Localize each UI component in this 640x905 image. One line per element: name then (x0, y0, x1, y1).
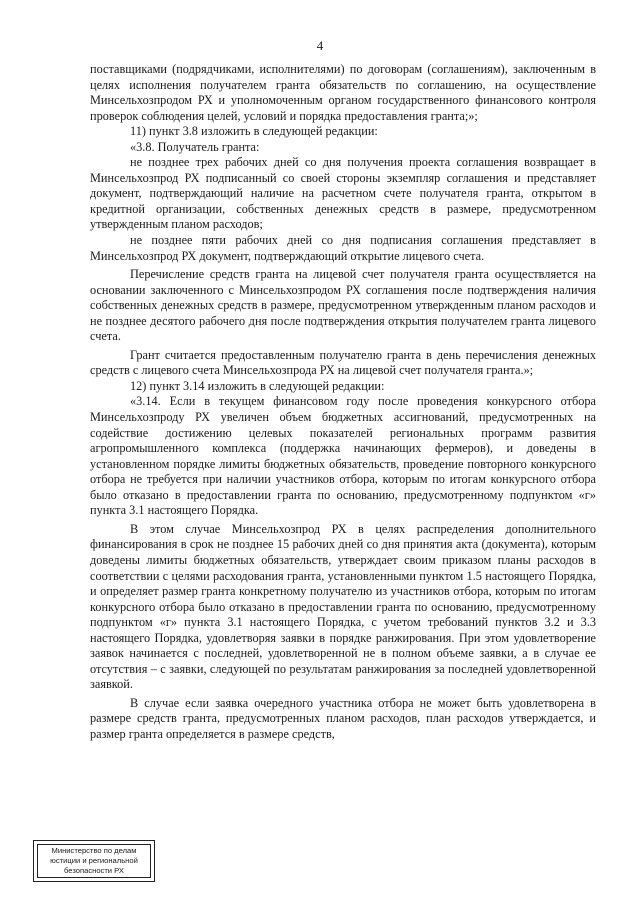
paragraph-text: В случае если заявка очередного участника отбора не может быть удовлетворена в размере средств гранта, предусмотренных планом расходов, план расходов утверждается, и размер гранта определяется в размере средств, (90, 695, 596, 741)
stamp-line: безопасности РХ (64, 866, 124, 875)
stamp-line: Министерство по делам (51, 846, 137, 855)
ministry-stamp (33, 840, 155, 882)
page-number: 4 (316, 38, 324, 53)
paragraph-text: Перечисление средств гранта на лицевой счет получателя гранта осуществляется на основании заключенного с Минсельхозпродом РХ соглашения после подтверждения наличия собственных денежных средств в размере, предусмотренном утвержденным планом расходов и не позднее десятого рабочего дня после подтверждения открытия получателем гранта лицевого счета. (90, 267, 596, 344)
document-body (90, 62, 596, 743)
paragraph-item-12: 12) пункт 3.14 изложить в следующей редакции: (130, 378, 385, 393)
stamp-line: юстиции и региональной (50, 856, 138, 865)
paragraph-text: В этом случае Минсельхозпрод РХ в целях распределения дополнительного финансирования в срок не позднее 15 рабочих дней со дня принятия акта (документа), которым доведены лимиты бюджетных обязательств, утверждает своим приказом планы расходов в соответствии с целями расходования гранта, установленными пунктом 1.5 настоящего Порядка, и определяет размер гранта конкретному получателю из участников отбора, которым по итогам конкурсного отбора было отказано в предоставлении гранта по основанию, предусмотренному подпунктом «г» пункта 3.1 настоящего Порядка, с учетом требований пунктов 3.2 и 3.3 настоящего Порядка, удовлетворяя заявки в порядке ранжирования. При этом удовлетворение заявок начинается с последней, удовлетворенной не в полном объеме заявки, а в случае ее отсутствия – с заявки, следующей по результатам ранжирования за последней удовлетворенной заявкой. (90, 521, 596, 692)
paragraph-clause-3-8: «3.8. Получатель гранта: (130, 139, 260, 154)
paragraph-continuation: поставщиками (подрядчиками, исполнителями) по договорам (соглашениям), заключенным в целях исполнения получателем гранта обязательств по соглашению, на осуществление Минсельхозпродом РХ и уполномоченным органом государственного финансового контроля проверок соблюдения целей, условий и порядка предоставления гранта;»; (90, 62, 596, 123)
paragraph-clause-3-14: «3.14. Если в текущем финансовом году после проведения конкурсного отбора Минсельхозпроду РХ увеличен объем бюджетных ассигнований, предусмотренных на содействие достижению целевых показателей региональных программ развития агропромышленного комплекса (поддержка начинающих фермеров), и доведены в установленном порядке лимиты бюджетных обязательств, проведение повторного конкурсного отбора не требуется при наличии участников отбора, которым по итогам конкурсного отбора было отказано в предоставлении гранта по основанию, предусмотренному подпунктом «г» пункта 3.1 настоящего Порядка. (90, 394, 596, 518)
paragraph-text: Грант считается предоставленным получателю гранта в день перечисления денежных средств с лицевого счета Минсельхозпрода РХ на лицевой счет получателя гранта.»; (90, 347, 596, 378)
paragraph-item-11: 11) пункт 3.8 изложить в следующей редакции: (130, 124, 378, 139)
paragraph-text: не позднее пяти рабочих дней со дня подписания соглашения представляет в Минсельхозпрод РХ документ, подтверждающий открытие лицевого счета. (90, 233, 596, 263)
paragraph-text: не позднее трех рабочих дней со дня получения проекта соглашения возвращает в Минсельхозпрод РХ подписанный со своей стороны экземпляр соглашения и представляет документ, подтверждающий наличие на расчетном счете получателя гранта, открытом в кредитной организации, собственных денежных средств в размере, предусмотренном утвержденным планом расходов; (90, 155, 596, 232)
